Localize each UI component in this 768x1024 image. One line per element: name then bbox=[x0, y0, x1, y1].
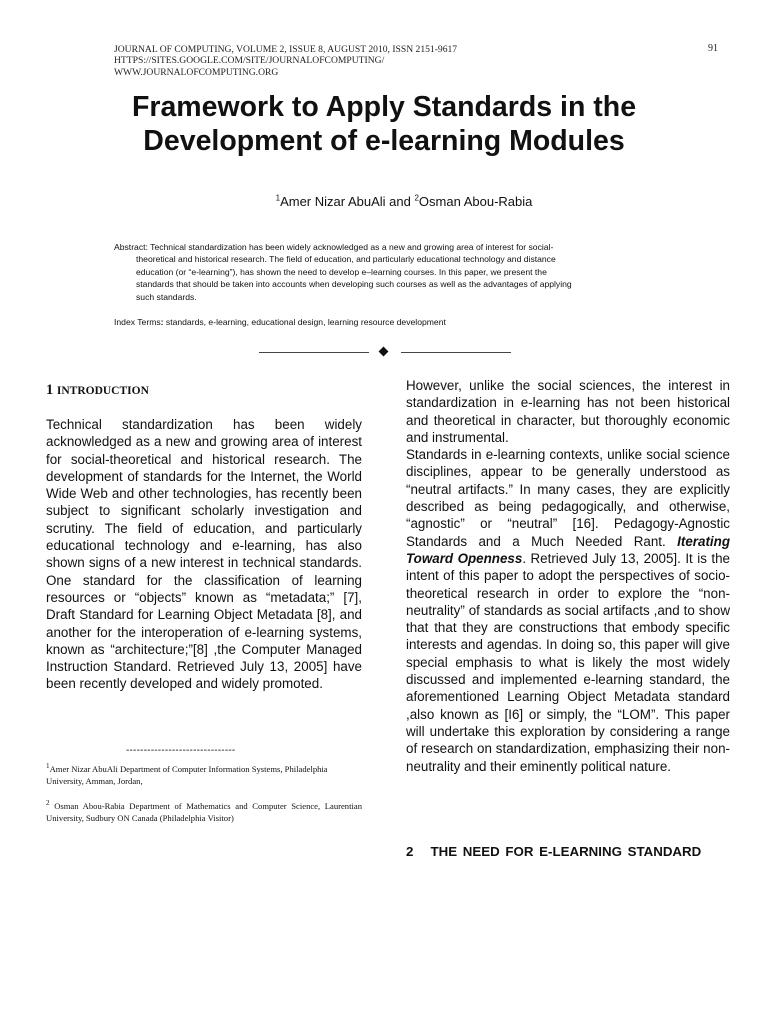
section-divider bbox=[259, 346, 511, 358]
title-line-1: Framework to Apply Standards in the bbox=[131, 91, 637, 123]
index-terms-text: standards, e-learning, educational design, learning resource development bbox=[165, 317, 446, 327]
right-paragraph-2 bbox=[406, 446, 730, 775]
abstract-line: theoretical and historical research. The field of education, and particularly educational technology and distance bbox=[136, 254, 556, 265]
footnote-2-text: Osman Abou-Rabia Department of Mathematics and Computer Science, Laurentian University, Sudbury ON Canada (Philadelphia Visitor) bbox=[46, 800, 362, 824]
journal-line: JOURNAL OF COMPUTING, VOLUME 2, ISSUE 8, AUGUST 2010, ISSN 2151-9617 bbox=[114, 44, 458, 55]
author1-name: Amer Nizar AbuAli and bbox=[280, 194, 415, 209]
abstract-line: Abstract: Technical standardization has been widely acknowledged as a new and growing area of interest for social- bbox=[114, 242, 554, 252]
diamond-icon bbox=[379, 347, 389, 357]
divider-line-right bbox=[401, 352, 511, 353]
paper-title bbox=[60, 90, 708, 158]
footnote-1-mark: 1 bbox=[46, 762, 50, 770]
section-2-title: THE NEED FOR E-LEARNING STANDARD bbox=[430, 844, 702, 859]
cited-title: Iterating Toward Openness bbox=[406, 533, 730, 566]
journal-website: WWW.JOURNALOFCOMPUTING.ORG bbox=[114, 66, 279, 78]
abstract bbox=[114, 241, 656, 303]
divider-line-left bbox=[259, 352, 369, 353]
right-paragraph-1: However, unlike the social sciences, the interest in standardization in e-learning has not been historical and theoretical in character, but thoroughly economic and instrumental. bbox=[406, 378, 730, 445]
author2-name: Osman Abou-Rabia bbox=[418, 194, 533, 209]
introduction-paragraph: Technical standardization has been widely acknowledged as a new and growing area of interest for social-theoretical and historical research. The development of standards for the Internet, the World Wide Web and other technologies, has recently been subject to significant scholarly investigation and scrutiny. The field of education, and particularly educational technology and e-learning, has also shown signs of a new interest in technical standards. One standard for the classification of learning resources or “objects” known as “metadata;” [7], Draft Standard for Learning Object Metadata [8], and another for the interoperation of e-learning systems, known as “architecture;”[8] ,the Computer Managed Instruction Standard. Retrieved July 13, 2005] have been recently developed and widely promoted. bbox=[46, 417, 362, 692]
footnote-2 bbox=[46, 797, 362, 825]
section-1-number: 1 bbox=[46, 382, 57, 398]
footnote-1 bbox=[46, 760, 362, 788]
right-column-text bbox=[406, 377, 730, 775]
footnote-rule: ------------------------------- bbox=[126, 745, 236, 756]
index-terms-colon: : bbox=[160, 317, 166, 327]
abstract-line: education (or “e-learning”), has shown the need to develop e–learning courses. In this paper, we present the bbox=[136, 266, 547, 277]
abstract-line: standards that should be taken into accounts when developing such courses as well as the advantages of applying bbox=[136, 279, 572, 290]
journal-url: HTTPS://SITES.GOOGLE.COM/SITE/JOURNALOFCOMPUTING/ bbox=[114, 55, 385, 67]
right-paragraph-2-part-b: . Retrieved July 13, 2005]. It is the intent of this paper to adopt the perspectives of socio-theoretical research in order to explore the “non-neutrality” of standards as social artifacts ,and to show that that they are constructions that embody specific interests and agendas. In doing so, this paper will give special emphasis to what is likely the most widely discussed and implemented e-learning standard, the aforementioned Learning Object Metadata standard ,also known as [I6] or simply, the “LOM”. This paper will undertake this exploration by considering a range of research on standardization, emphasizing their non-neutrality and their eminently political nature. bbox=[406, 550, 730, 774]
section-1-title: INTRODUCTION bbox=[56, 385, 149, 397]
author1-affiliation-mark: 1 bbox=[275, 193, 281, 203]
page-number: 91 bbox=[708, 43, 718, 54]
section-2-heading bbox=[406, 844, 701, 859]
section-1-heading bbox=[46, 382, 149, 399]
footnote-1-text: Amer Nizar AbuAli Department of Computer Information Systems, Philadelphia University, Amman, Jordan, bbox=[46, 763, 328, 787]
author-line bbox=[0, 194, 768, 209]
footnote-2-mark: 2 bbox=[46, 799, 50, 807]
title-line-2: Development of e-learning Modules bbox=[143, 125, 625, 157]
index-terms-label: Index Terms bbox=[114, 317, 161, 327]
running-header bbox=[114, 44, 614, 78]
index-terms bbox=[114, 316, 674, 328]
abstract-line: such standards. bbox=[136, 291, 197, 302]
section-2-number: 2 bbox=[406, 844, 414, 859]
author2-affiliation-mark: 2 bbox=[414, 193, 419, 203]
right-paragraph-2-part-a: Standards in e-learning contexts, unlike social science disciplines, appear to be generally understood as “neutral artifacts.” In many cases, they are explicitly described as being pedagogically, and otherwise, “agnostic” or “neutral” [16]. Pedagogy-Agnostic Standards and a Much Needed Rant. bbox=[406, 447, 730, 549]
